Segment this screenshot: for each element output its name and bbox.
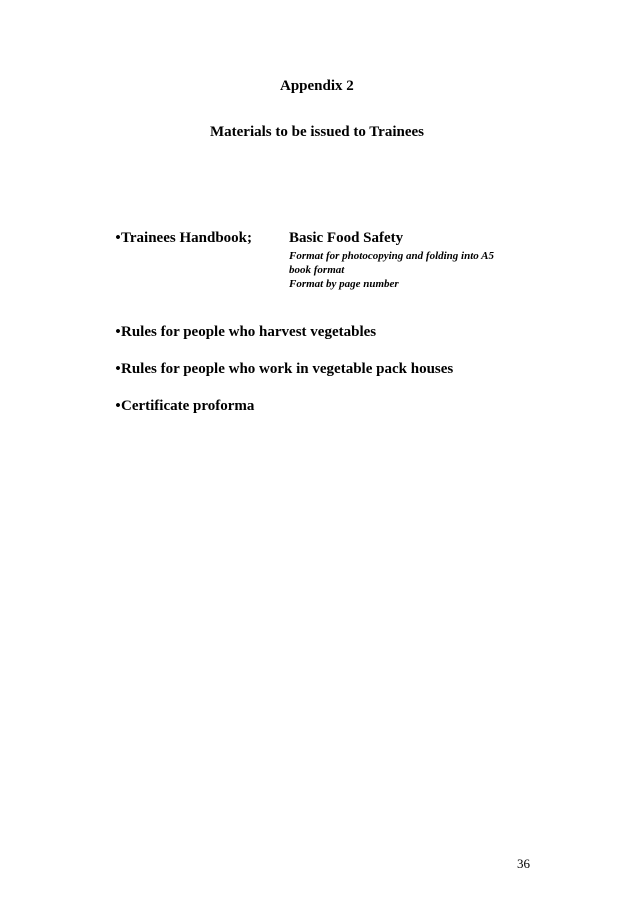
list-item-label: Trainees Handbook;: [121, 230, 252, 246]
handbook-note-2: book format: [289, 264, 345, 276]
bullet-icon: •: [115, 361, 121, 377]
handbook-detail: [289, 230, 494, 291]
section-title: Materials to be issued to Trainees: [210, 124, 425, 140]
handbook-note-3: Format by page number: [289, 278, 399, 290]
handbook-note-1: Format for photocopying and folding into A5: [289, 250, 494, 262]
handbook-title: Basic Food Safety: [289, 230, 404, 246]
bullet-icon: •: [115, 398, 121, 414]
bullet-icon: •: [115, 324, 121, 340]
list-item-label: Rules for people who harvest vegetables: [121, 324, 377, 340]
list-item-label: Certificate proforma: [121, 398, 255, 414]
list-item-label: Rules for people who work in vegetable pack houses: [121, 361, 454, 377]
appendix-title: Appendix 2: [280, 78, 354, 94]
page-number: 36: [517, 856, 530, 871]
bullet-icon: •: [115, 230, 121, 246]
